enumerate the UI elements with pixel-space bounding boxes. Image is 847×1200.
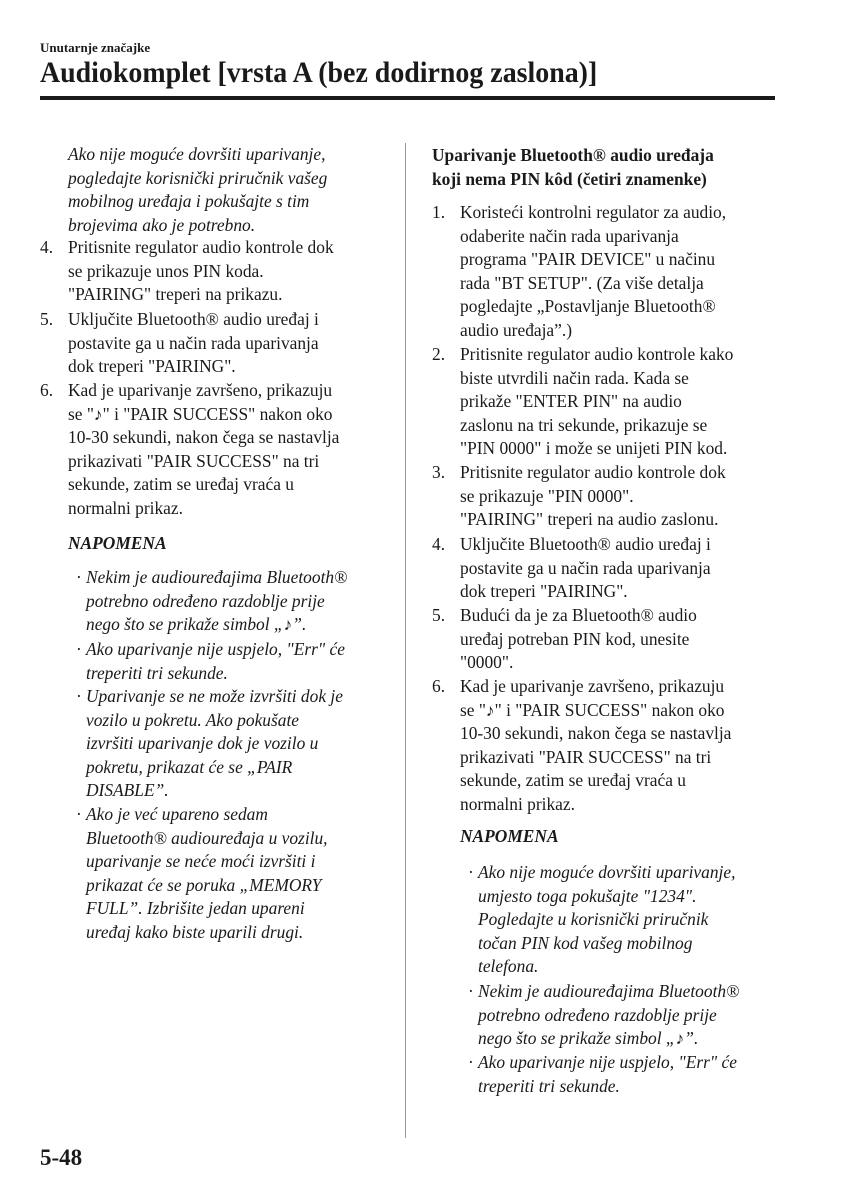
step-number: 6. [40,380,54,400]
step-number: 4. [432,534,446,554]
note-item: Uparivanje se ne može izvršiti dok je vozilo u pokretu. Ako pokušate izvršiti uparivanje dok je vozilo u pokretu, prikazat će se „PAIR DISABLE”. [86,686,343,801]
step-text: Koristeći kontrolni regulator za audio, odaberite način rada uparivanja programa "PAIR DEVICE" u načinu rada "BT SETUP". (Za više detalja pogledajte „Postavljanje Bluetooth® audio uređaja”.) [460,202,727,340]
page-title: Audiokomplet [vrsta A (bez dodirnog zaslona)] [40,56,598,89]
bullet: · [468,1052,474,1072]
column-divider [405,143,406,1138]
bullet: · [76,639,82,659]
step-number: 1. [432,202,446,222]
step-text: Kad je uparivanje završeno, prikazuju se "♪" i "PAIR SUCCESS" nakon oko 10-30 sekundi, nakon čega se nastavlja prikazivati "PAIR SUCCESS" na tri sekunde, zatim se uređaj vraća u normalni prikaz. [68,380,340,518]
step-number: 6. [432,676,446,696]
bullet: · [468,981,474,1001]
note-item: Ako nije moguće dovršiti uparivanje, umjesto toga pokušajte "1234". Pogledajte u korisnički priručnik točan PIN kod vašeg mobilnog telefona. [478,862,736,977]
note-item: Ako uparivanje nije uspjelo, "Err" će treperiti tri sekunde. [86,639,345,683]
step-number: 5. [432,605,446,625]
step-text: Pritisnite regulator audio kontrole kako biste utvrdili način rada. Kada se prikaže "ENTER PIN" na audio zaslonu na tri sekunde, prikazuje se "PIN 0000" i može se unijeti PIN kod. [460,344,734,459]
section-label: Unutarnje značajke [40,40,151,55]
note-heading: NAPOMENA [460,826,559,846]
step-text: Uključite Bluetooth® audio uređaj i postavite ga u način rada uparivanja dok treperi "PAIRING". [68,309,319,377]
bullet: · [76,804,82,824]
step-number: 5. [40,309,54,329]
note-item: Nekim je audiouređajima Bluetooth® potrebno određeno razdoblje prije nego što se prikaže simbol „♪”. [478,981,740,1049]
step-text: Budući da je za Bluetooth® audio uređaj potreban PIN kod, unesite "0000". [460,605,697,673]
bullet: · [468,862,474,882]
section-heading: Uparivanje Bluetooth® audio uređaja koji nema PIN kôd (četiri znamenke) [432,145,714,189]
step-number: 4. [40,237,54,257]
step-number: 3. [432,462,446,482]
step-text: Kad je uparivanje završeno, prikazuju se "♪" i "PAIR SUCCESS" nakon oko 10-30 sekundi, nakon čega se nastavlja prikazivati "PAIR SUCCESS" na tri sekunde, zatim se uređaj vraća u normalni prikaz. [460,676,732,814]
step-text: Uključite Bluetooth® audio uređaj i postavite ga u način rada uparivanja dok treperi "PAIRING". [460,534,711,602]
step-number: 2. [432,344,446,364]
bullet: · [76,686,82,706]
note-item: Ako je već upareno sedam Bluetooth® audiouređaja u vozilu, uparivanje se neće moći izvršiti i prikazat će se poruka „MEMORY FULL”. Izbrišite jedan upareni uređaj kako biste uparili drugi. [86,804,328,942]
title-rule [40,96,775,100]
note-item: Ako uparivanje nije uspjelo, "Err" će treperiti tri sekunde. [478,1052,737,1096]
step-text: Pritisnite regulator audio kontrole dok se prikazuje "PIN 0000". "PAIRING" treperi na audio zaslonu. [460,462,726,530]
page-number: 5-48 [40,1145,83,1170]
note-item: Nekim je audiouređajima Bluetooth® potrebno određeno razdoblje prije nego što se prikaže simbol „♪”. [86,567,348,635]
intro-paragraph: Ako nije moguće dovršiti uparivanje, pogledajte korisnički priručnik vašeg mobilnog uređaja i pokušajte s tim brojevima ako je potrebno. [68,144,328,235]
bullet: · [76,567,82,587]
note-heading: NAPOMENA [68,533,167,553]
step-text: Pritisnite regulator audio kontrole dok se prikazuje unos PIN koda. "PAIRING" treperi na prikazu. [68,237,334,305]
